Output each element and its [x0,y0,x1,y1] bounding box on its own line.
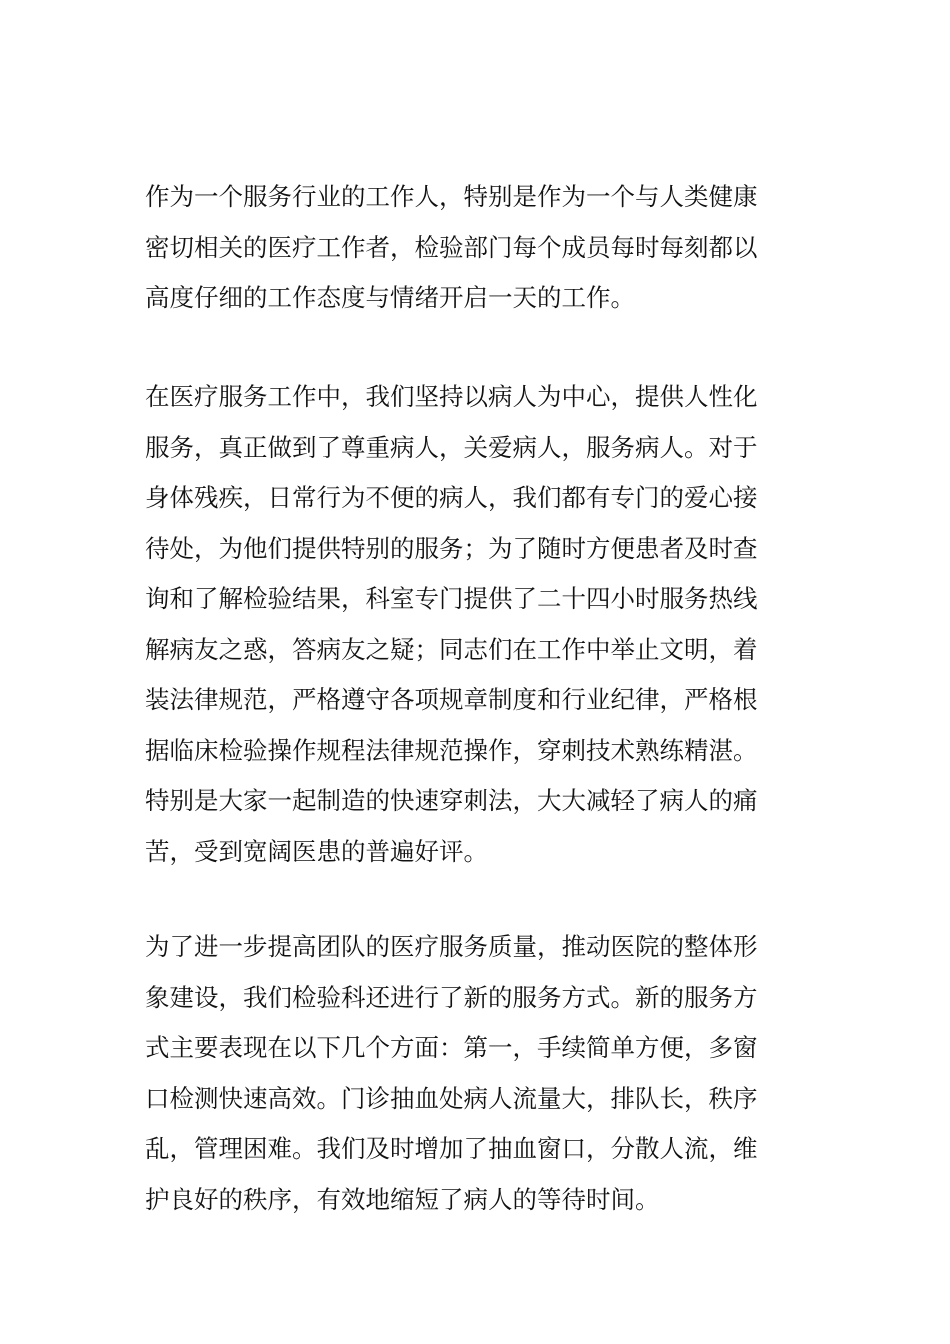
text-line: 待处，为他们提供特别的服务；为了随时方便患者及时查 [145,533,758,563]
paragraph-2 [145,372,805,877]
text-line: 象建设，我们检验科还进行了新的服务方式。新的服务方 [145,982,758,1012]
text-line: 乱，管理困难。我们及时增加了抽血窗口，分散人流，维 [145,1134,758,1163]
text-line: 苦，受到宽阔医患的普遍好评。 [145,836,488,866]
text-line: 在医疗服务工作中，我们坚持以病人为中心，提供人性化 [145,382,758,411]
text-line: 身体残疾，日常行为不便的病人，我们都有专门的爱心接 [145,483,758,512]
text-line: 特别是大家一起制造的快速穿刺法，大大减轻了病人的痛 [145,786,758,815]
text-line: 装法律规范，严格遵守各项规章制度和行业纪律，严格根 [145,685,758,714]
paragraph-3 [145,922,805,1225]
text-line: 服务，真正做到了尊重病人，关爱病人，服务病人。对于 [145,432,758,462]
text-line: 解病友之惑，答病友之疑；同志们在工作中举止文明，着 [145,634,758,664]
text-line: 密切相关的医疗工作者，检验部门每个成员每时每刻都以 [145,232,758,262]
text-line: 口检测快速高效。门诊抽血处病人流量大，排队长，秩序 [145,1083,758,1113]
text-line: 作为一个服务行业的工作人，特别是作为一个与人类健康 [145,182,758,211]
text-line: 询和了解检验结果，科室专门提供了二十四小时服务热线 [145,584,758,613]
text-line: 为了进一步提高团队的医疗服务质量，推动医院的整体形 [145,932,758,961]
text-line: 据临床检验操作规程法律规范操作，穿刺技术熟练精湛。 [145,735,758,765]
paragraph-1 [145,172,805,324]
text-line: 式主要表现在以下几个方面：第一，手续简单方便，多窗 [145,1033,758,1062]
text-line: 护良好的秩序，有效地缩短了病人的等待时间。 [145,1184,660,1214]
text-line: 高度仔细的工作态度与情绪开启一天的工作。 [145,283,635,312]
